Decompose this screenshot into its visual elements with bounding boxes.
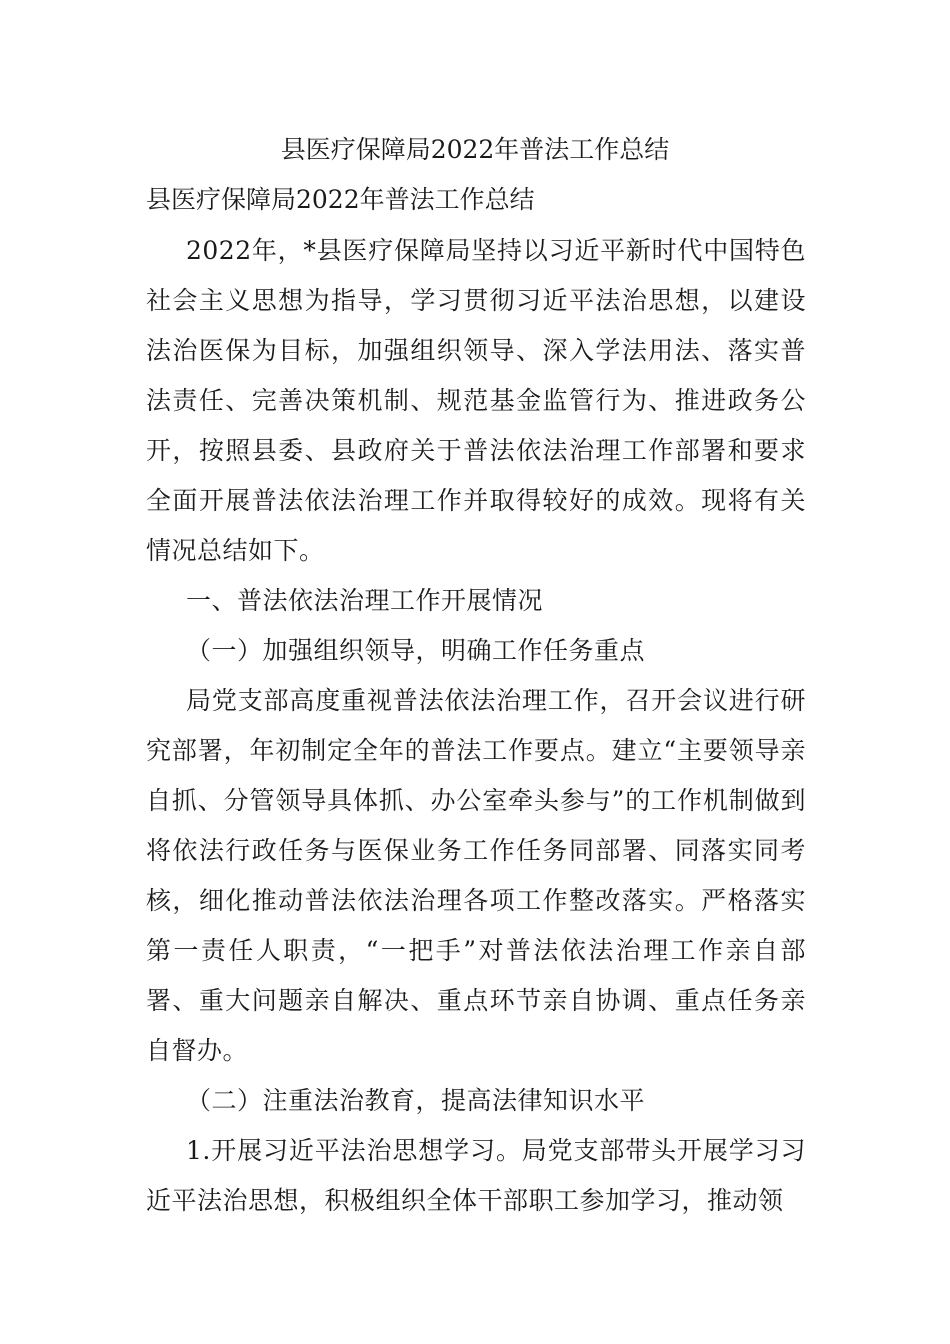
section-heading-1: 一、普法依法治理工作开展情况 (186, 586, 544, 615)
document-title: 县医疗保障局2022年普法工作总结 (280, 135, 670, 164)
document-subtitle: 县医疗保障局2022年普法工作总结 (146, 185, 535, 214)
subsection-2-item-1: 1.开展习近平法治思想学习。局党支部带头开展学习习近平法治思想，积极组织全体干部职工参加学习，推动领 (146, 1136, 806, 1215)
subsection-heading-1: （一）加强组织领导，明确工作任务重点 (186, 636, 646, 665)
subsection-heading-2: （二）注重法治教育，提高法律知识水平 (186, 1086, 646, 1115)
subsection-1-paragraph: 局党支部高度重视普法依法治理工作，召开会议进行研究部署，年初制定全年的普法工作要点。建立“主要领导亲自抓、分管领导具体抓、办公室牵头参与”的工作机制做到将依法行政任务与医保业务工作任务同部署、同落实同考核，细化推动普法依法治理各项工作整改落实。严格落实第一责任人职责，“一把手”对普法依法治理工作亲自部署、重大问题亲自解决、重点环节亲自协调、重点任务亲自督办。 (146, 686, 806, 1065)
intro-paragraph: 2022年，*县医疗保障局坚持以习近平新时代中国特色社会主义思想为指导，学习贯彻习近平法治思想，以建设法治医保为目标，加强组织领导、深入学法用法、落实普法责任、完善决策机制、规范基金监管行为、推进政务公开，按照县委、县政府关于普法依法治理工作部署和要求全面开展普法依法治理工作并取得较好的成效。现将有关情况总结如下。 (146, 236, 806, 565)
